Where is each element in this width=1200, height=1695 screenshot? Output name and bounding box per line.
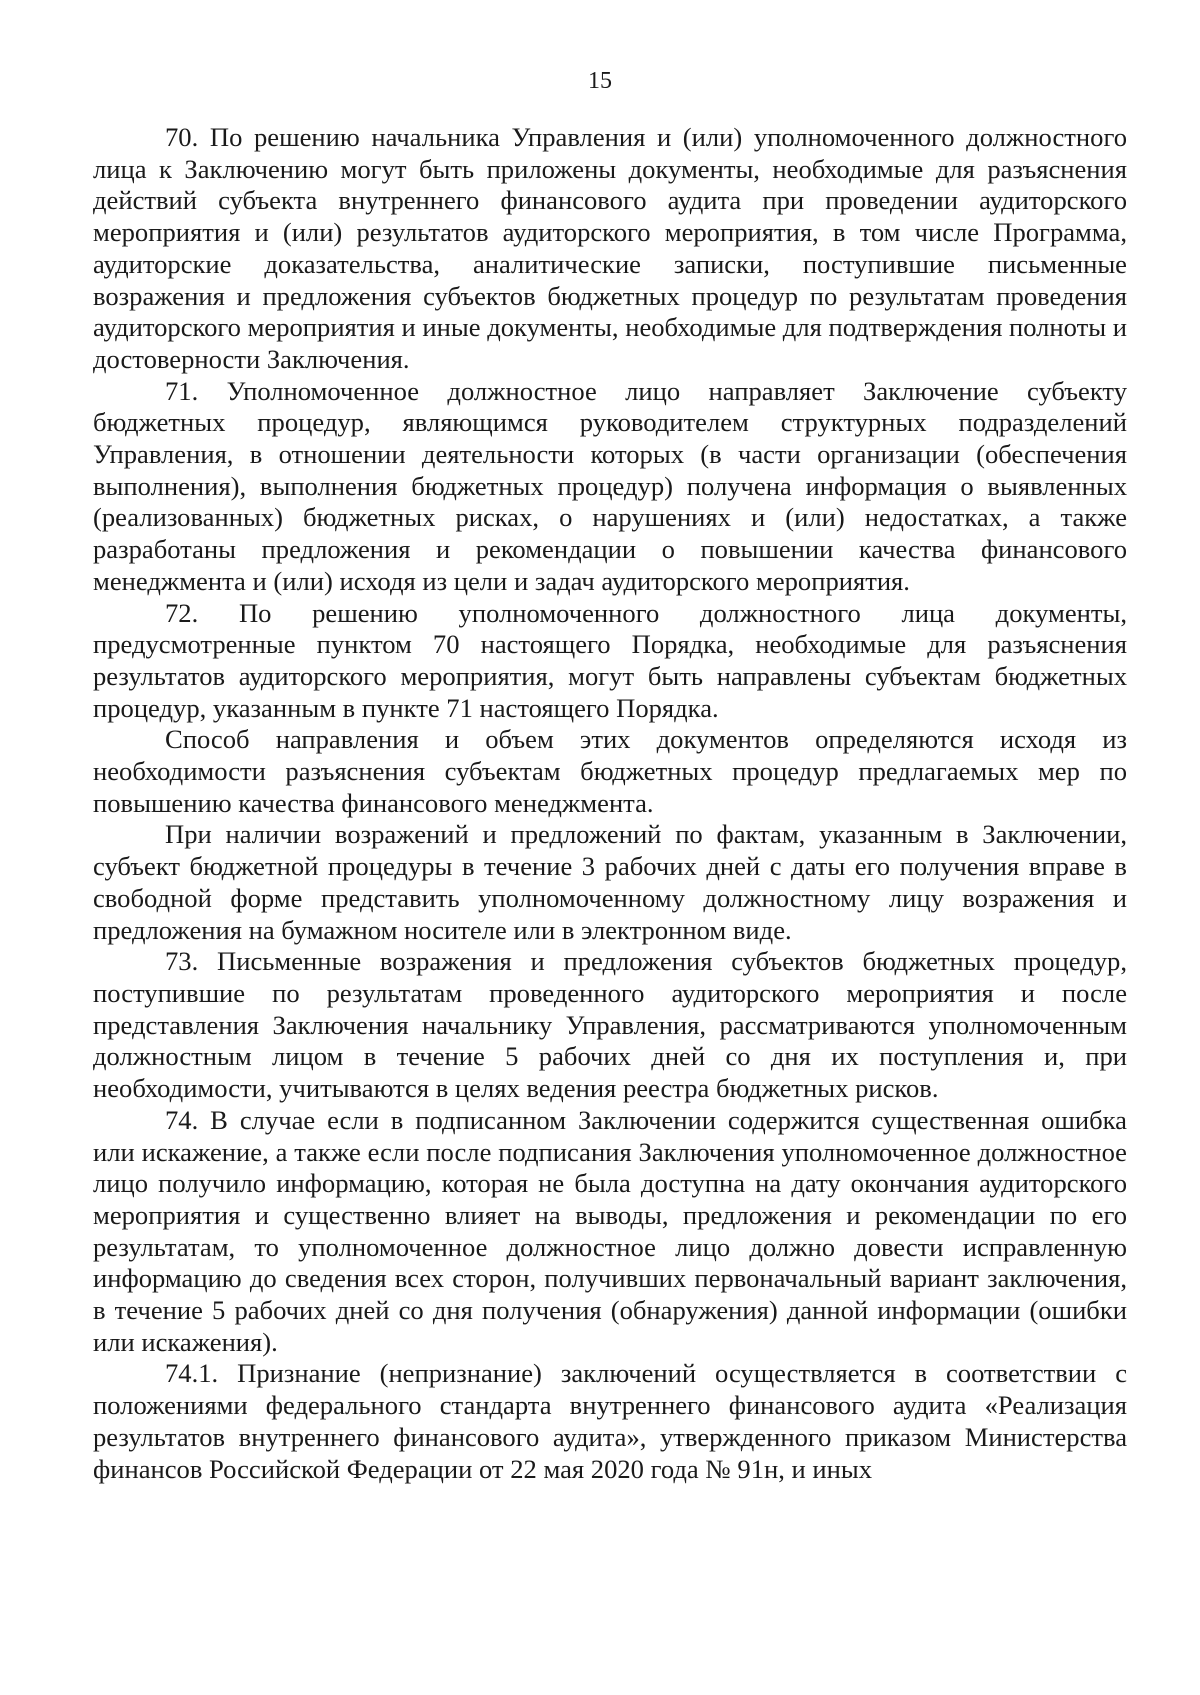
paragraph-74: 74. В случае если в подписанном Заключении содержится существенная ошибка или искажение, а также если после подписания Заключения уполномоченное должностное лицо получило информацию, которая не была доступна на дату окончания аудиторского мероприятия и существенно влияет на выводы, предложения и рекомендации по его результатам, то уполномоченное должностное лицо должно довести исправленную информацию до сведения всех сторон, получивших первоначальный вариант заключения, в течение 5 рабочих дней со дня получения (обнаружения) данной информации (ошибки или искажения). <box>93 1104 1127 1357</box>
page-number: 15 <box>588 68 612 94</box>
paragraph-72-objections: При наличии возражений и предложений по фактам, указанным в Заключении, субъект бюджетной процедуры в течение 3 рабочих дней с даты его получения вправе в свободной форме представить уполномоченному должностному лицу возражения и предложения на бумажном носителе или в электронном виде. <box>93 819 1127 945</box>
paragraph-71: 71. Уполномоченное должностное лицо направляет Заключение субъекту бюджетных процедур, являющимся руководителем структурных подразделений Управления, в отношении деятельности которых (в части организации (обеспечения выполнения), выполнения бюджетных процедур) получена информация о выявленных (реализованных) бюджетных рисках, о нарушениях и (или) недостатках, а также разработаны предложения и рекомендации о повышении качества финансового менеджмента и (или) исходя из цели и задач аудиторского мероприятия. <box>93 375 1127 596</box>
paragraph-72-method: Способ направления и объем этих документов определяются исходя из необходимости разъяснения субъектам бюджетных процедур предлагаемых мер по повышению качества финансового менеджмента. <box>93 724 1127 818</box>
paragraph-72: 72. По решению уполномоченного должностного лица документы, предусмотренные пунктом 70 настоящего Порядка, необходимые для разъяснения результатов аудиторского мероприятия, могут быть направлены субъектам бюджетных процедур, указанным в пункте 71 настоящего Порядка. <box>93 597 1127 723</box>
paragraph-70: 70. По решению начальника Управления и (или) уполномоченного должностного лица к Заключению могут быть приложены документы, необходимые для разъяснения действий субъекта внутреннего финансового аудита при проведении аудиторского мероприятия и (или) результатов аудиторского мероприятия, в том числе Программа, аудиторские доказательства, аналитические записки, поступившие письменные возражения и предложения субъектов бюджетных процедур по результатам проведения аудиторского мероприятия и иные документы, необходимые для подтверждения полноты и достоверности Заключения. <box>93 122 1127 374</box>
paragraph-74-1: 74.1. Признание (непризнание) заключений осуществляется в соответствии с положениями федерального стандарта внутреннего финансового аудита «Реализация результатов внутреннего финансового аудита», утвержденного приказом Министерства финансов Российской Федерации от 22 мая 2020 года № 91н, и иных <box>93 1358 1127 1484</box>
document-body <box>93 122 1127 1485</box>
paragraph-73: 73. Письменные возражения и предложения субъектов бюджетных процедур, поступившие по результатам проведенного аудиторского мероприятия и после представления Заключения начальнику Управления, рассматриваются уполномоченным должностным лицом в течение 5 рабочих дней со дня их поступления и, при необходимости, учитываются в целях ведения реестра бюджетных рисков. <box>93 946 1127 1104</box>
